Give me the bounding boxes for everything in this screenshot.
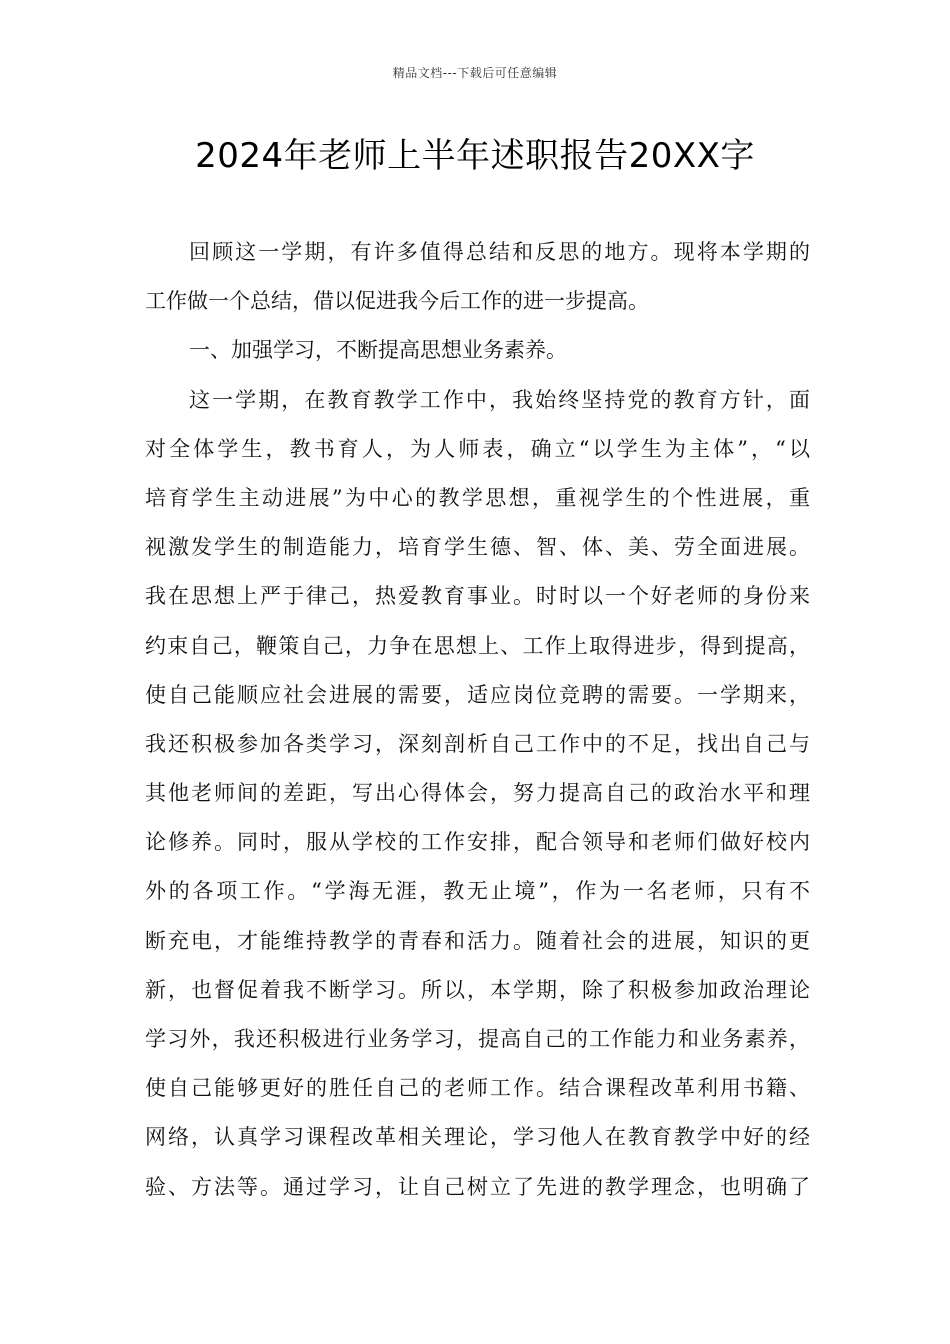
paragraph-line: 视激发学生的制造能力，培育学生德、智、体、美、劳全面进展。	[145, 535, 810, 560]
paragraph-line: 约束自己，鞭策自己，力争在思想上、工作上取得进步，得到提高，	[145, 633, 810, 658]
paragraph-line: 使自己能够更好的胜任自己的老师工作。结合课程改革利用书籍、	[145, 1076, 810, 1101]
paragraph-line: 这一学期，在教育教学工作中，我始终坚持党的教育方针，面	[189, 387, 810, 412]
paragraph-line: 回顾这一学期，有许多值得总结和反思的地方。现将本学期的	[189, 240, 810, 264]
paragraph-line: 验、方法等。通过学习，让自己树立了先进的教学理念，也明确了	[145, 1174, 810, 1199]
paragraph-line: 其他老师间的差距，写出心得体会，努力提高自己的政治水平和理	[145, 781, 810, 806]
paragraph-line: 使自己能顺应社会进展的需要，适应岗位竞聘的需要。一学期来，	[145, 682, 810, 707]
paragraph-line: 网络，认真学习课程改革相关理论，学习他人在教育教学中好的经	[145, 1125, 810, 1150]
document-title: 2024年老师上半年述职报告20XX字	[195, 136, 755, 176]
paragraph-line: 外的各项工作。“学海无涯，教无止境”，作为一名老师，只有不	[145, 879, 810, 904]
paragraph-line: 我还积极参加各类学习，深刻剖析自己工作中的不足，找出自己与	[145, 731, 810, 756]
header-note: 精品文档---下载后可任意编辑	[392, 66, 558, 80]
paragraph-line: 工作做一个总结，借以促进我今后工作的进一步提高。	[145, 289, 649, 314]
paragraph-line: 对全体学生，教书育人，为人师表，确立“以学生为主体”，“以	[145, 436, 810, 461]
paragraph-line: 断充电，才能维持教学的青春和活力。随着社会的进展，知识的更	[145, 928, 810, 953]
section-heading: 一、加强学习，不断提高思想业务素养。	[189, 338, 567, 363]
paragraph-line: 新，也督促着我不断学习。所以，本学期，除了积极参加政治理论	[145, 977, 810, 1002]
paragraph-line: 培育学生主动进展”为中心的教学思想，重视学生的个性进展，重	[145, 485, 810, 510]
document-body	[145, 228, 810, 1212]
paragraph-line: 论修养。同时，服从学校的工作安排，配合领导和老师们做好校内	[145, 830, 810, 855]
paragraph-line: 我在思想上严于律己，热爱教育事业。时时以一个好老师的身份来	[145, 584, 810, 609]
paragraph-line: 学习外，我还积极进行业务学习，提高自己的工作能力和业务素养，	[145, 1027, 810, 1051]
